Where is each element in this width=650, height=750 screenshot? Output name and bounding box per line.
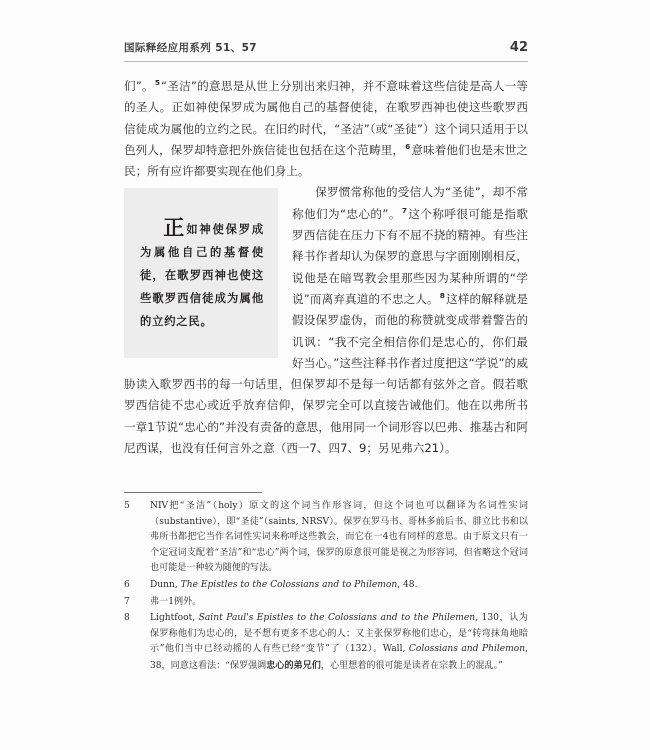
footnote-item <box>124 578 528 594</box>
footnote-item <box>124 611 528 674</box>
body-paragraph-1 <box>124 76 528 182</box>
footnote-text <box>150 611 528 674</box>
footnote-number[interactable]: 5 <box>124 501 130 511</box>
pull-quote-body: 如神使保罗成为属他自己的基督使徒，在歌罗西神也使这些歌罗西信徒成为属他的立约之民。 <box>140 223 264 329</box>
footnote-segment: 忠心的弟兄们 <box>266 659 321 671</box>
footnote-segment: Colossians and Philemon <box>408 644 526 655</box>
footnote-marker-8[interactable]: 8 <box>439 291 445 301</box>
header-rule <box>124 61 528 62</box>
pull-quote-text <box>140 216 264 329</box>
para2-part1: 保罗惯常称他的受信人为“圣徒”，却不常称他们为“忠心的”。 <box>292 185 528 221</box>
para1-part3: 意味着他们也是末世之民；所有应许都要实现在他们身上。 <box>124 142 528 179</box>
footnote-text <box>150 578 528 594</box>
para2-part2: 这个称呼很可能是指歌罗西信徒在压力下有不屈不挠的精神。有些注释书作者却认为保罗的意思与字面刚刚相反，说他是在暗骂教会里那些因为某种所谓的“学说”而离弃真道的不忠之人。 <box>292 206 528 306</box>
body-text-column <box>124 76 528 459</box>
footnote-text <box>150 595 528 611</box>
pull-quote-dropcap: 正 <box>163 216 186 241</box>
body-paragraph-2 <box>124 182 528 459</box>
footnote-marker-5[interactable]: 5 <box>154 78 161 88</box>
footnote-marker-7[interactable]: 7 <box>401 205 407 215</box>
footnote-segment: ，心里想着的很可能是读者在宗教上的混乱。” <box>320 660 503 671</box>
running-head <box>124 40 528 55</box>
footnote-separator-rule <box>124 492 262 493</box>
footnote-number[interactable]: 7 <box>124 596 130 607</box>
footnote-item <box>124 499 528 577</box>
footnotes-section <box>124 499 528 676</box>
footnote-text <box>150 499 528 577</box>
running-head-title: 国际释经应用系列 51、57 <box>124 42 257 54</box>
footnote-segment: Lightfoot, <box>150 613 199 624</box>
footnote-segment: Saint Paul's Epistles to the Colossians and to the Philemen <box>198 613 476 624</box>
footnote-segment: Wall, <box>382 644 409 655</box>
footnote-segment: 弗一1例外。 <box>150 596 202 607</box>
footnote-segment: , 38，同意这看法：“保罗强调 <box>150 644 529 671</box>
footnote-segment: The Epistles to the Colossians and to Philemon <box>180 579 398 590</box>
footnote-number[interactable]: 6 <box>124 579 130 590</box>
page-number: 42 <box>509 40 528 55</box>
footnote-segment: Dunn, <box>150 579 181 590</box>
para1-part2: “圣洁”的意思是从世上分别出来归神，并不意味着这些信徒是高人一等的圣人。正如神使保罗成为属他自己的基督使徒，在歌罗西神也使这些歌罗西信徒成为属他的立约之民。在旧约时代，“圣洁”（或“圣徒”）这个词只适用于以色列人，保罗却特意把外族信徒也包括在这个范畴里， <box>124 79 528 157</box>
footnote-segment: NIV把“圣洁”（holy）原文的这个词当作形容词，但这个词也可以翻译为名词性实词（substantive），即“圣徒”（saints, NRSV）。保罗在罗马书、哥林多前后书、腓立比书和以弗所书都把它当作名词性实词来称呼这些教会，而它在一4也有同样的意思。由于原文只有一个定冠词支配着“圣洁”和“忠心”两个词，保罗的原意很可能是视之为形容词，但省略这个冠词也可能是一种较为随便的写法。 <box>150 501 528 574</box>
footnote-segment: , 130，认为保罗称他们为忠心的，是不想有更多不忠心的人；又主张保罗称他们忠心，是“转弯抹角地暗示”他们当中已经动摇的人有些已经“变节”了（132）。 <box>150 613 529 655</box>
para1-part1: 们”。 <box>124 79 154 93</box>
para2-part3: 这样的解释就是假设保罗虚伪，而他的称赞就变成带着警告的讥讽：“我不完全相信你们是忠心的，你们最好当心。”这些注释书作者过度把这“学说”的威胁读入歌罗西书的每一句话里，但保罗却不是每一句话都有弦外之音。假若歌罗西信徒不忠心或近乎放弃信仰，保罗完全可以直接告诫他们。他在以弗所书一章1节说“忠心的”并没有责备的意思，他用同一个词形容以巴弗、推基古和阿尼西谋，也没有任何言外之意（西一7、四7、9；另见弗六21）。 <box>124 291 528 456</box>
pull-quote-box <box>124 188 278 358</box>
footnote-item <box>124 595 528 611</box>
footnote-segment: , 48. <box>397 579 418 590</box>
footnote-number[interactable]: 8 <box>124 613 130 624</box>
footnote-marker-6[interactable]: 6 <box>405 142 411 152</box>
